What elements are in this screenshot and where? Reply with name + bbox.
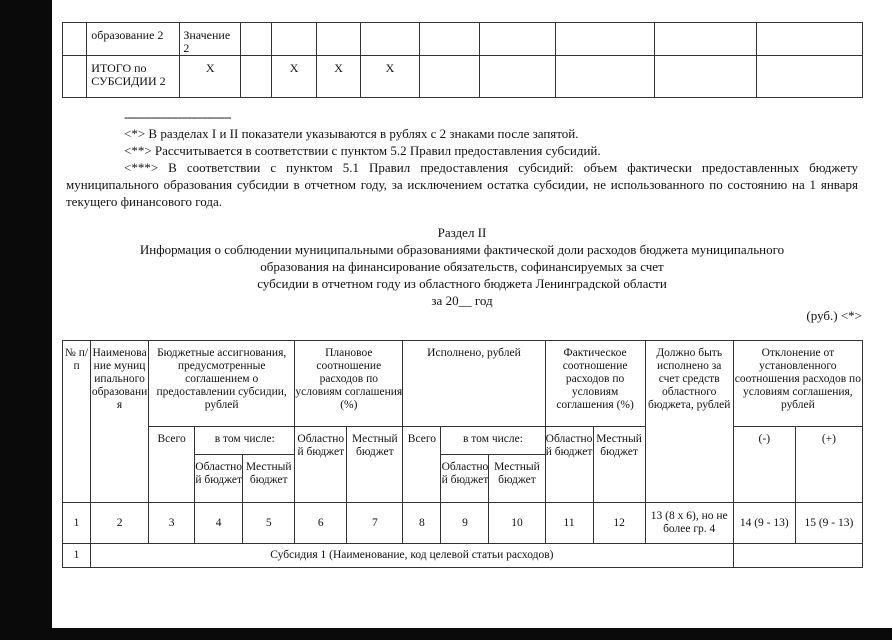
header-incl: в том числе: <box>441 427 545 455</box>
header-local: Местный бюджет <box>243 455 295 503</box>
header-incl: в том числе: <box>195 427 295 455</box>
summary-table <box>62 22 863 98</box>
section-title: Раздел II <box>437 225 487 240</box>
header-actual-ratio: Фактическое соотношение расходов по условиям соглашения (%) <box>545 341 645 427</box>
table-cell <box>180 23 241 56</box>
cell-value: X <box>205 61 215 75</box>
subsidy-row <box>63 544 863 568</box>
header-regional: Областной бюджет <box>545 427 593 503</box>
header-minus: (-) <box>733 427 795 503</box>
header-local: Местный бюджет <box>593 427 645 503</box>
column-number: 13 (8 х 6), но не более гр. 4 <box>645 503 733 544</box>
table-cell <box>556 23 655 56</box>
table-cell <box>480 56 556 98</box>
column-number: 12 <box>593 503 645 544</box>
section-description-line: образования на финансирование обязательств, софинансируемых за счет <box>260 259 664 274</box>
header-plus: (+) <box>795 427 862 503</box>
section-header <box>66 224 858 309</box>
header-total: Всего <box>403 427 441 503</box>
footnote-separator: -------------------------------- <box>124 109 231 124</box>
header-planned-ratio: Плановое соотношение расходов по условиям соглашения (%) <box>295 341 403 427</box>
table-cell <box>361 23 419 56</box>
header-local: Местный бюджет <box>489 455 545 503</box>
footnotes <box>66 108 858 210</box>
header-local: Местный бюджет <box>347 427 403 503</box>
cell-value: X <box>289 61 299 75</box>
table-cell <box>316 56 360 98</box>
scan-border-bottom <box>0 628 892 640</box>
table-cell <box>756 23 862 56</box>
table-cell <box>87 56 180 98</box>
column-number: 14 (9 - 13) <box>733 503 795 544</box>
table-cell <box>241 56 272 98</box>
footnote-1: <*> В разделах I и II показатели указываются в рублях с 2 знаками после запятой. <box>124 126 579 141</box>
footnote-3: <***> В соответствии с пунктом 5.1 Правил предоставления субсидий: объем фактически предоставленных бюджету муниципального образования субсидии в отчетном году, за исключением остатка субсидии, не использованного по состоянию на 1 января текущего финансового года. <box>66 160 858 209</box>
subsidy-label: Субсидия 1 (Наименование, код целевой статьи расходов) <box>91 544 734 568</box>
currency-unit: (руб.) <*> <box>806 308 862 323</box>
cell-value: Значение 2 <box>183 28 231 55</box>
header-should-be: Должно быть исполнено за счет средств областного бюджета, рублей <box>645 341 733 503</box>
table-cell <box>63 23 87 56</box>
header-row <box>63 341 863 427</box>
column-number-row <box>63 503 863 544</box>
row-name: ИТОГО по СУБСИДИИ 2 <box>91 61 166 88</box>
footnote-2: <**> Рассчитывается в соответствии с пунктом 5.2 Правил предоставления субсидий. <box>124 143 601 158</box>
column-number: 15 (9 - 13) <box>795 503 862 544</box>
column-number: 9 <box>441 503 489 544</box>
column-number: 2 <box>91 503 149 544</box>
document-page <box>52 0 892 628</box>
section-period: за 20__ год <box>431 293 493 308</box>
column-number: 6 <box>295 503 347 544</box>
column-number: 10 <box>489 503 545 544</box>
header-budget-alloc: Бюджетные ассигнования, предусмотренные соглашением о предоставлении субсидии, рублей <box>149 341 295 427</box>
table-cell <box>480 23 556 56</box>
cell-value: X <box>385 61 395 75</box>
subsidy-num: 1 <box>63 544 91 568</box>
section-description-line: Информация о соблюдении муниципальными образованиями фактической доли расходов бюджета муниципального <box>139 242 785 257</box>
header-executed: Исполнено, рублей <box>403 341 545 427</box>
table-cell <box>272 23 316 56</box>
table-cell <box>556 56 655 98</box>
column-number: 11 <box>545 503 593 544</box>
table-cell <box>733 544 862 568</box>
header-regional: Областной бюджет <box>441 455 489 503</box>
column-number: 3 <box>149 503 195 544</box>
column-number: 1 <box>63 503 91 544</box>
table-cell <box>241 23 272 56</box>
table-cell <box>180 56 241 98</box>
table-row <box>63 56 863 98</box>
header-name: Наименование муниципального образования <box>91 341 149 503</box>
section-description-line: субсидии в отчетном году из областного бюджета Ленинградской области <box>257 276 667 291</box>
column-number: 5 <box>243 503 295 544</box>
table-cell <box>654 23 756 56</box>
header-deviation: Отклонение от установленного соотношения расходов по условиям соглашения, рублей <box>733 341 862 427</box>
scan-border-left <box>0 0 52 640</box>
table-cell <box>316 23 360 56</box>
table-cell <box>361 56 419 98</box>
header-total: Всего <box>149 427 195 503</box>
table-cell <box>87 23 180 56</box>
table-row <box>63 23 863 56</box>
row-name: образование 2 <box>91 28 164 42</box>
header-regional: Областной бюджет <box>295 427 347 503</box>
column-number: 4 <box>195 503 243 544</box>
table-cell <box>756 56 862 98</box>
section-ii-table <box>62 340 863 568</box>
table-cell <box>654 56 756 98</box>
cell-value: X <box>334 61 343 75</box>
table-cell <box>419 23 480 56</box>
column-number: 8 <box>403 503 441 544</box>
column-number: 7 <box>347 503 403 544</box>
table-cell <box>419 56 480 98</box>
table-cell <box>272 56 316 98</box>
table-cell <box>63 56 87 98</box>
header-regional: Областной бюджет <box>195 455 243 503</box>
header-row <box>63 427 863 455</box>
header-num: № п/п <box>63 341 91 503</box>
